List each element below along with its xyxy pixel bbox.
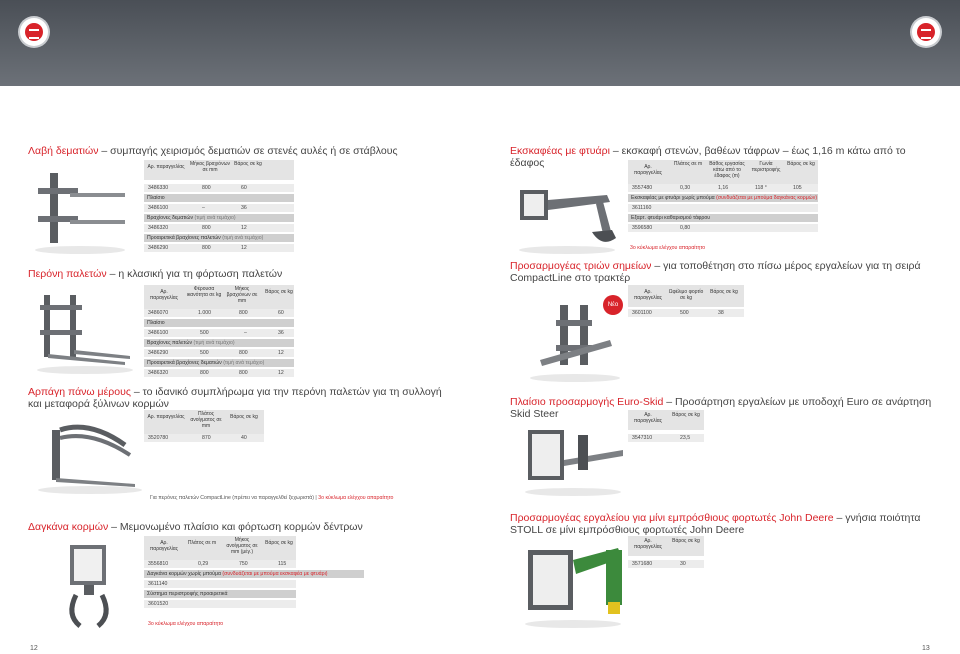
row-label: Πλαίσιο [144, 194, 294, 202]
col-header: Βάθος εργασίας κάτω από το έδαφος (m) [709, 161, 745, 179]
col-header: Αρ. παραγγελίας [633, 538, 663, 550]
col-header: Γωνία περιστροφής [751, 161, 781, 173]
cell: 500 [680, 310, 689, 316]
cell: 3486320 [148, 225, 169, 231]
section-title-three-point-adapter [510, 260, 930, 284]
cell: 12 [278, 370, 284, 376]
title-red: Εκσκαφέας με φτυάρι [510, 145, 610, 157]
title-red: Προσαρμογέας τριών σημείων [510, 260, 652, 272]
cell: 500 [200, 330, 209, 336]
cell: 3486100 [148, 205, 169, 211]
col-header: Αρ. παραγγελίας [149, 540, 179, 552]
table-row [144, 560, 296, 568]
col-header: Φέρουσα ικανότητα σε kg [186, 286, 222, 298]
col-header: Πλάτος σε m [673, 161, 703, 167]
compatibility-note [150, 494, 470, 502]
table-row [628, 184, 818, 192]
label-note: (τιμή ανά τεμάχιο) [193, 340, 235, 346]
table-row [628, 560, 704, 568]
title-gray: – εκσκαφή στενών, βαθέων τάφρων – έως 1,16 m κάτω από το έδαφος [510, 145, 906, 169]
cell: 800 [239, 310, 248, 316]
col-header: Βάρος σε kg [710, 289, 738, 295]
col-header: Βάρος σε kg [265, 540, 293, 546]
table-row [144, 309, 294, 317]
label-red: (συνδυάζεται με μπούμα εκσκαφέα με φτυάρι) [222, 571, 328, 577]
table-row [144, 329, 294, 337]
title-gray: – Προσάρτηση εργαλείων με υποδοχή Euro σε ανάρτηση Skid Steer [510, 396, 932, 420]
cell: 3556810 [148, 561, 169, 567]
stoll-logo-icon-right [912, 18, 940, 46]
cell: 3486290 [148, 350, 169, 356]
hydraulic-note: 3ο κύκλωμα ελέγχου απαραίτητο [630, 245, 706, 251]
section-title-john-deere-adapter [510, 512, 930, 536]
cell: 12 [241, 225, 247, 231]
cell: 40 [241, 435, 247, 441]
col-header: Αρ. παραγγελίας [147, 414, 185, 420]
table-row [144, 600, 296, 608]
col-header: Αρ. παραγγελίας [633, 412, 663, 424]
cell: 3486290 [148, 245, 169, 251]
table-row [144, 204, 294, 212]
col-header: Ωφέλιμο φορτίο σε kg [668, 289, 704, 301]
cell: 500 [200, 350, 209, 356]
table-header [628, 285, 744, 307]
table-header [144, 410, 264, 434]
label-main: Εκσκαφέας με φτυάρι χωρίς μπούμα [631, 195, 715, 201]
three-point-adapter-image [520, 300, 625, 385]
col-header: Πλάτος σε m [187, 540, 217, 546]
title-red: Προσαρμογέας εργαλείου για μίνι εμπρόσθιους φορτωτές John Deere [510, 512, 834, 524]
cell: 3557480 [632, 185, 653, 191]
row-label [144, 570, 364, 578]
cell: 800 [239, 350, 248, 356]
title-gray: – συμπαγής χειρισμός δεματιών σε στενές αυλές ή σε στάβλους [101, 145, 398, 157]
section-title-log-grab [28, 521, 458, 533]
cell: 0,30 [680, 185, 691, 191]
col-header: Μήκος βραχιόνων σε mm [226, 286, 258, 304]
cell: 3611140 [148, 581, 168, 587]
col-header: Πλάτος ανοίγματος σε mm [190, 411, 222, 429]
col-header: Βάρος σε kg [787, 161, 815, 167]
table-header [628, 536, 704, 556]
cell: 750 [239, 561, 248, 567]
title-gray: – για τοποθέτηση στο πίσω μέρος εργαλείων για τη σειρά CompactLine στο τρακτέρ [510, 260, 921, 284]
stoll-logo-icon [20, 18, 48, 46]
row-label [628, 194, 818, 202]
row-label [144, 214, 294, 222]
cell: 3596580 [632, 225, 653, 231]
cell: 0,29 [198, 561, 209, 567]
title-gray: – Μεμονωμένο πλαίσιο και φόρτωση κορμών δέντρων [111, 521, 363, 533]
log-grab-image [60, 540, 140, 630]
cell: 118 ° [755, 185, 767, 191]
cell: 3547310 [632, 435, 653, 441]
backhoe-image [512, 180, 622, 255]
col-header: Αρ. παραγγελίας [633, 164, 663, 176]
title-red: Λαβή δεματιών [28, 145, 99, 157]
table-header [144, 285, 294, 309]
label-main: Δαγκάνα κορμών χωρίς μπούμα [147, 571, 221, 577]
title-red: Δαγκάνα κορμών [28, 521, 109, 533]
col-header: Βάρος σε kg [234, 161, 262, 167]
table-row [628, 434, 704, 442]
table-row [628, 204, 818, 212]
cell: 3520780 [148, 435, 169, 441]
cell: 3486330 [148, 185, 169, 191]
label-red: (συνδυάζεται με μπούμα δαγκάνας κορμών) [716, 195, 818, 201]
cell: 60 [241, 185, 247, 191]
label-main: Βραχίονες παλετών [147, 340, 193, 346]
cell: 800 [202, 225, 211, 231]
cell: 38 [718, 310, 724, 316]
cell: 800 [202, 245, 211, 251]
cell: 800 [202, 185, 211, 191]
col-header: Μήκος βραχιόνων σε mm [190, 161, 230, 173]
row-label [144, 234, 294, 242]
cell: 36 [241, 205, 247, 211]
cell: – [202, 205, 205, 211]
new-badge: Νέο [603, 295, 623, 315]
cell: 800 [200, 370, 209, 376]
cell: 870 [202, 435, 211, 441]
row-label: Σύστημα περιστροφής προαιρετικά [144, 590, 296, 598]
table-row [144, 224, 294, 232]
cell: 3611160 [632, 205, 652, 211]
label-main: Προαιρετικά βραχίονες παλετών [147, 235, 221, 241]
row-label: Πλαίσιο [144, 319, 294, 327]
cell: 12 [278, 350, 284, 356]
cell: 3571680 [632, 561, 653, 567]
cell: 60 [278, 310, 284, 316]
section-title-top-grab [28, 386, 458, 410]
cell: 1,16 [718, 185, 729, 191]
title-gray: – γνήσια ποιότητα STOLL σε μίνι εμπρόσθιους φορτωτές John Deere [510, 512, 921, 536]
title-gray: – η κλασική για τη φόρτωση παλετών [109, 268, 283, 280]
col-header: Βάρος σε kg [672, 538, 700, 544]
cell: 3486100 [148, 330, 169, 336]
table-row [144, 580, 296, 588]
euro-skid-frame-image [518, 420, 628, 500]
john-deere-adapter-image [518, 540, 628, 630]
col-header: Βάρος σε kg [265, 289, 293, 295]
cell: 800 [239, 370, 248, 376]
cell: 30 [680, 561, 686, 567]
table-header [144, 160, 294, 180]
cell: 1.000 [198, 310, 211, 316]
cell: 12 [241, 245, 247, 251]
row-label: Εξαρτ. φτυάρι καθαρισμού τάφρου [628, 214, 818, 222]
cell: 0,80 [680, 225, 691, 231]
table-row [628, 224, 818, 232]
page-header-band [0, 0, 960, 86]
section-title-euro-skid [510, 396, 940, 420]
label-note: (τιμή ανά τεμάχιο) [222, 235, 264, 241]
row-label [144, 359, 294, 367]
table-row [144, 434, 264, 442]
section-title-bale-grab [28, 145, 448, 157]
section-title-pallet-fork [28, 268, 448, 280]
table-header [628, 410, 704, 430]
col-header: Μήκος ανοίγματος σε mm (μέγ.) [226, 537, 258, 555]
col-header: Βάρος σε kg [230, 414, 258, 420]
col-header: Αρ. παραγγελίας [147, 164, 185, 170]
bale-grab-image [30, 168, 130, 258]
table-header [628, 160, 818, 184]
pallet-fork-image [30, 290, 135, 375]
title-gray: – το ιδανικό συμπλήρωμα για την περόνη παλετών για τη συλλογή και μεταφορά ξύλινων κορμών [28, 386, 442, 410]
col-header: Αρ. παραγγελίας [633, 289, 663, 301]
row-label [144, 339, 294, 347]
page-number-right: 13 [922, 645, 930, 652]
cell: 3486320 [148, 370, 169, 376]
note-main: Για περόνες παλετών CompactLine (πρέπει να παραγγελθεί ξεχωριστά) | [150, 495, 317, 501]
cell: 115 [278, 561, 287, 567]
cell: 3601100 [632, 310, 652, 316]
note-red: 3ο κύκλωμα ελέγχου απαραίτητο [318, 495, 394, 501]
table-row [144, 369, 294, 377]
title-red: Πλαίσιο προσαρμογής Euro-Skid [510, 396, 664, 408]
title-red: Αρπάγη πάνω μέρους [28, 386, 131, 398]
cell: 3601520 [148, 601, 169, 607]
table-row [144, 349, 294, 357]
title-red: Περόνη παλετών [28, 268, 107, 280]
label-note: (τιμή ανά τεμάχιο) [223, 360, 265, 366]
label-main: Βραχίονες δεματιών [147, 215, 194, 221]
table-row [144, 184, 294, 192]
label-main: Προαιρετικά βραχίονες δεματιών [147, 360, 222, 366]
top-grab-image [30, 420, 145, 495]
cell: 36 [278, 330, 284, 336]
cell: – [244, 330, 247, 336]
label-note: (τιμή ανά τεμάχιο) [194, 215, 236, 221]
table-header [144, 536, 296, 560]
page-number-left: 12 [30, 645, 38, 652]
table-row [628, 309, 744, 317]
table-row [144, 244, 294, 252]
hydraulic-note: 3ο κύκλωμα ελέγχου απαραίτητο [148, 621, 224, 627]
cell: 3486070 [148, 310, 169, 316]
cell: 23,5 [680, 435, 691, 441]
cell: 105 [793, 185, 802, 191]
col-header: Βάρος σε kg [672, 412, 700, 418]
col-header: Αρ. παραγγελίας [149, 289, 179, 301]
